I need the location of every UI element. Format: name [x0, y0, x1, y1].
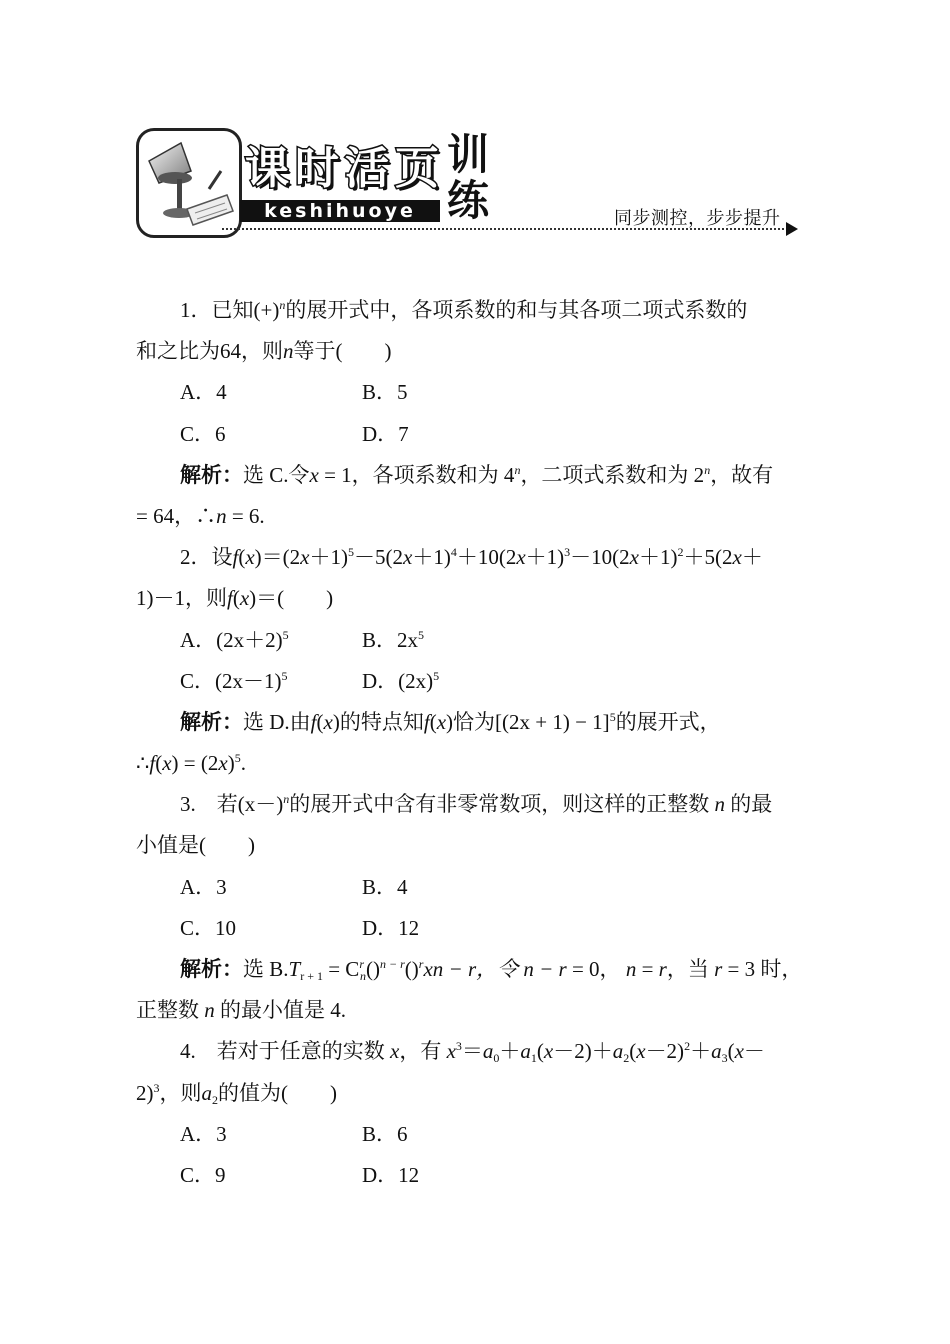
text: () [366, 957, 380, 981]
text: = 1，各项系数和为 4 [318, 462, 515, 487]
text: n [714, 792, 725, 817]
text: x [390, 1039, 400, 1064]
question-4-options-cd [136, 1155, 826, 1196]
text: ，故有 [710, 462, 774, 487]
text: n [216, 503, 227, 528]
text: 的最 [730, 792, 773, 817]
option-a: A．3 [180, 874, 227, 899]
banner-lian: 练 [446, 176, 489, 225]
text: 的值为( ) [218, 1080, 337, 1105]
text: () [404, 957, 419, 981]
text: n [704, 462, 711, 477]
text: T [288, 957, 301, 981]
text: B．2x [362, 627, 419, 652]
question-3-options-cd [136, 908, 826, 949]
text: = [636, 957, 659, 981]
text: 的展开式中，各项系数的和与其各项二项式系数的 [285, 298, 748, 322]
text: 的展开式中含有非零常数项，则这样的正整数 [289, 792, 710, 817]
text: 2) [136, 1080, 154, 1105]
option-c: C．$(2x-1)^5$ [180, 668, 288, 693]
question-4-line-1: 4. 若对于任意的实数 x，有 $x^3=a_0+a_1(x-2)+a_2(x-2)^2+a_3(x-$ [180, 1039, 765, 1066]
question-2-line-2: 1)－1，则f(x)＝( ) [136, 586, 334, 611]
text: = 6. [226, 503, 265, 528]
question-2-line-1: 2．设$f(x)=(2x+1)^5-5(2x+1)^4+10(2x+1)^3-10(2x+1)^2+5(2x+$ [180, 545, 763, 570]
question-3-line-1 [136, 784, 826, 825]
banner-title [244, 142, 440, 196]
banner-title-char: 活 [345, 143, 389, 194]
question-1-options-ab [136, 372, 826, 413]
analysis-label: 解析： [180, 957, 243, 981]
text: xn − r，令 [423, 957, 519, 981]
text: 1)－1，则 [136, 586, 227, 611]
text: 选 D.由 [243, 709, 311, 734]
desk-lamp-book-icon [139, 131, 239, 235]
banner-title-char: 课 [245, 143, 289, 194]
question-1-options-cd [136, 414, 826, 455]
question-2-analysis-line-1: 解析：选 D.由f(x)的特点知f(x)恰为$[(2x + 1) - 1]^5$的展开式， [180, 709, 721, 734]
text: 正整数 [136, 998, 199, 1023]
question-1-analysis-line-2 [136, 496, 826, 537]
question-3-analysis-line-1: 解析：选 $B.T_{r + 1} = C^r_n()^{n - r}()^rxn - r$，令 n − r = 0， n = r，当 r = 3 时， [180, 957, 803, 983]
option-c: C．6 [180, 421, 226, 446]
text: = 3 时， [722, 957, 803, 981]
text: C．(2x－1) [180, 668, 282, 693]
text: 和之比为64，则 [136, 339, 283, 364]
question-1-line-1 [136, 290, 826, 331]
text: n [204, 998, 215, 1023]
question-3-options-ab [136, 867, 826, 908]
text: = 0， [566, 957, 621, 981]
option-c: C．10 [180, 915, 237, 940]
banner-title-char: 页 [395, 143, 439, 194]
option-a: A．4 [180, 380, 227, 405]
analysis-label: 解析： [180, 462, 243, 487]
option-b: B．5 [362, 380, 408, 405]
question-2-analysis-line-2: ∴f(x) = $(2x)^5$. [136, 751, 246, 776]
analysis-label: 解析： [180, 709, 243, 734]
logo-frame [136, 128, 242, 238]
text: 的最小值是 4. [220, 998, 346, 1023]
question-2-options-ab [136, 620, 826, 661]
text: D．(2x) [362, 668, 434, 693]
text: n [625, 957, 637, 981]
text: = 64，∴ [136, 503, 217, 528]
text: n [283, 339, 294, 364]
page-banner [136, 128, 806, 240]
option-b: B．6 [362, 1121, 408, 1146]
text: n [279, 298, 286, 312]
option-d: D．12 [362, 1162, 420, 1187]
text: r + 1 [300, 969, 323, 983]
text: ，有 [399, 1039, 442, 1064]
banner-slogan: 同步测控，步步提升 [614, 208, 781, 229]
text: 4. 若对于任意的实数 [180, 1039, 385, 1064]
option-a: A．$(2x+2)^5$ [180, 627, 289, 652]
text: 恰为[(2x + 1) − 1] [453, 709, 610, 734]
text: x [309, 462, 319, 487]
text: 选 B. [243, 957, 289, 981]
text: ，二项式系数和为 2 [520, 462, 705, 487]
exercise-content [136, 290, 826, 1196]
option-a: A．3 [180, 1121, 227, 1146]
question-4-options-ab [136, 1114, 826, 1155]
option-d: D．7 [362, 421, 409, 446]
arrow-right-icon [786, 222, 798, 236]
question-4-line-2: 2)$^3$，则$a_2$的值为( ) [136, 1080, 337, 1107]
text: r [658, 957, 667, 981]
question-2-options-cd [136, 661, 826, 702]
question-1-line-2 [136, 331, 826, 372]
text: ，则 [159, 1080, 202, 1105]
option-c: C．9 [180, 1162, 226, 1187]
banner-xun: 训 [446, 130, 489, 179]
text: 等于( ) [293, 339, 392, 364]
question-1-analysis-line-1 [136, 455, 826, 496]
text: = C [322, 957, 360, 981]
question-3-line-2: 小值是( ) [136, 833, 255, 858]
text: A．(2x＋2) [180, 627, 283, 652]
banner-dotted-rule [222, 228, 788, 230]
text: 选 C.令 [243, 462, 310, 487]
text: 3. 若(x－) [180, 792, 284, 817]
text: n − r [523, 957, 567, 981]
option-d: D．12 [362, 915, 420, 940]
text: 的展开式， [615, 709, 721, 734]
text: n [283, 792, 290, 807]
text: 的特点知 [339, 709, 424, 734]
text: r [714, 957, 723, 981]
text: 1．已知(+) [180, 298, 280, 322]
banner-pinyin: keshihuoye [240, 200, 440, 222]
banner-xunlian [446, 132, 490, 224]
text: ∴ [136, 751, 150, 776]
option-b: B．$2x^5$ [362, 627, 425, 652]
text: 2．设 [180, 545, 233, 570]
text: n [514, 462, 521, 477]
option-b: B．4 [362, 874, 408, 899]
option-d: D．$(2x)^5$ [362, 668, 440, 693]
question-3-analysis-line-2 [136, 990, 826, 1031]
text: ( ) [277, 586, 334, 611]
banner-title-char: 时 [295, 143, 339, 194]
